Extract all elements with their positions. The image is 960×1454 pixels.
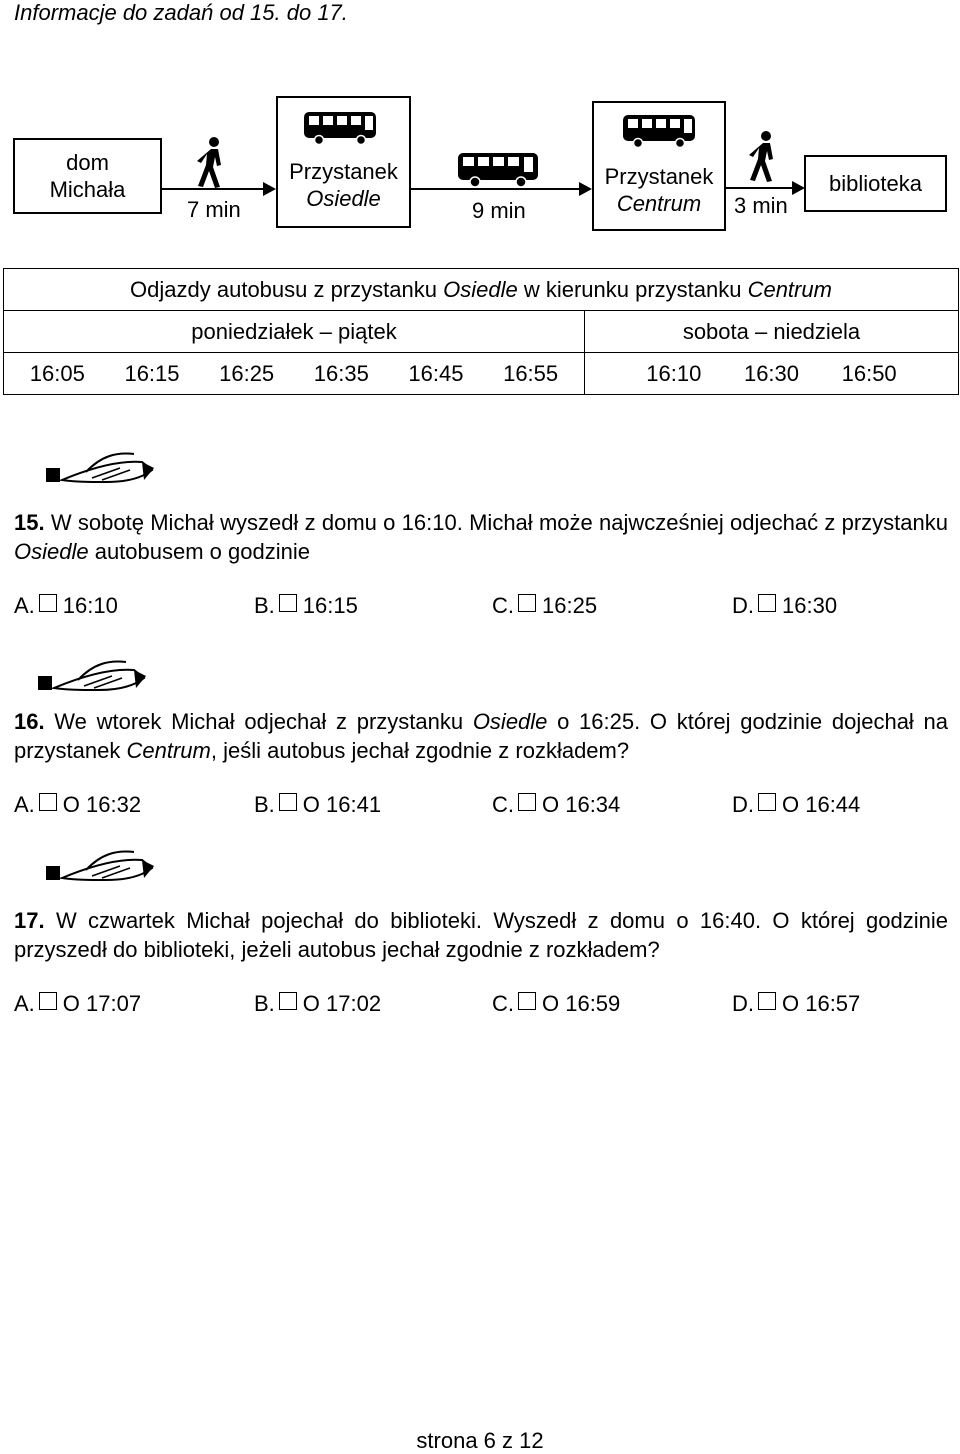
question-16: 16. We wtorek Michał odjechał z przystanku Osiedle o 16:25. O której godzinie dojechał na przystanek Centrum, jeśli autobus jechał zgodnie z rozkładem? <box>14 709 948 763</box>
checkbox[interactable] <box>279 793 297 811</box>
weekend-header: sobota – niedziela <box>585 311 959 353</box>
walking-person-icon <box>194 137 230 189</box>
page-number: strona 6 z 12 <box>416 1428 544 1453</box>
walking-person-icon <box>746 131 782 183</box>
weekday-times <box>4 353 585 395</box>
timetable-title: Odjazdy autobusu z przystanku Osiedle w kierunku przystanku Centrum <box>4 269 959 311</box>
weekday-header: poniedziałek – piątek <box>4 311 585 353</box>
answer-option[interactable]: C. 16:25 <box>492 593 598 618</box>
pen-icon <box>46 846 156 888</box>
checkbox[interactable] <box>758 793 776 811</box>
answer-option[interactable]: D. 16:30 <box>732 593 838 618</box>
checkbox[interactable] <box>39 992 57 1010</box>
answer-option[interactable]: C. O 16:59 <box>492 991 621 1016</box>
bus-icon <box>622 114 698 148</box>
section-header: Informacje do zadań od 15. do 17. <box>14 0 348 25</box>
departure-time: 16:30 <box>743 360 800 386</box>
answer-option[interactable]: D. O 16:57 <box>732 991 861 1016</box>
home-box <box>13 138 162 214</box>
answer-option[interactable]: A. O 16:32 <box>14 792 142 817</box>
walk-time-2: 3 min <box>734 193 788 218</box>
checkbox[interactable] <box>39 793 57 811</box>
departure-time: 16:45 <box>408 360 464 386</box>
departure-time: 16:10 <box>646 360 702 386</box>
bus-icon <box>457 152 541 188</box>
answers-16 <box>14 792 948 822</box>
checkbox[interactable] <box>279 992 297 1010</box>
answer-option[interactable]: B. O 17:02 <box>254 991 382 1016</box>
bus-icon <box>303 111 379 145</box>
checkbox[interactable] <box>518 793 536 811</box>
weekend-times <box>585 353 959 395</box>
pen-icon <box>46 448 156 490</box>
pen-icon <box>38 656 148 698</box>
answers-15 <box>14 593 948 623</box>
departure-time: 16:35 <box>313 360 369 386</box>
departure-time: 16:55 <box>503 360 559 386</box>
home-label-line1: dom <box>66 150 109 175</box>
bus-time: 9 min <box>472 198 526 223</box>
question-number: 16. <box>14 709 45 734</box>
stop-centrum-line1: Przystanek <box>604 164 714 189</box>
departure-time: 16:15 <box>124 360 180 386</box>
departure-time: 16:05 <box>29 360 85 386</box>
stop-osiedle-line1: Przystanek <box>289 159 398 184</box>
answer-option[interactable]: B. O 16:41 <box>254 792 382 817</box>
answers-17 <box>14 991 948 1021</box>
checkbox[interactable] <box>39 594 57 612</box>
question-number: 17. <box>14 908 45 933</box>
walk-arrow-1 <box>162 188 274 190</box>
checkbox[interactable] <box>518 992 536 1010</box>
answer-option[interactable]: C. O 16:34 <box>492 792 621 817</box>
answer-option[interactable]: A. O 17:07 <box>14 991 142 1016</box>
library-box <box>804 155 947 212</box>
departure-time: 16:25 <box>219 360 275 386</box>
bus-arrow <box>411 188 590 190</box>
home-label-line2: Michała <box>49 177 126 202</box>
answer-option[interactable]: A. 16:10 <box>14 593 118 618</box>
checkbox[interactable] <box>758 594 776 612</box>
question-number: 15. <box>14 510 45 535</box>
timetable <box>3 268 959 395</box>
walk-time-1: 7 min <box>187 197 241 222</box>
checkbox[interactable] <box>758 992 776 1010</box>
stop-osiedle-line2: Osiedle <box>306 186 381 211</box>
stop-centrum-line2: Centrum <box>616 191 702 216</box>
question-15: 15. W sobotę Michał wyszedł z domu o 16:10. Michał może najwcześniej odjechać z przystanku Osiedle autobusem o godzinie <box>14 510 948 564</box>
answer-option[interactable]: B. 16:15 <box>254 593 358 618</box>
checkbox[interactable] <box>279 594 297 612</box>
walk-arrow-2 <box>726 187 803 189</box>
departure-time: 16:50 <box>841 360 897 386</box>
question-17: 17. W czwartek Michał pojechał do biblioteki. Wyszedł z domu o 16:40. O której godzinie przyszedł do biblioteki, jeżeli autobus jechał zgodnie z rozkładem? <box>14 908 948 962</box>
checkbox[interactable] <box>518 594 536 612</box>
answer-option[interactable]: D. O 16:44 <box>732 792 861 817</box>
library-label: biblioteka <box>829 171 922 196</box>
